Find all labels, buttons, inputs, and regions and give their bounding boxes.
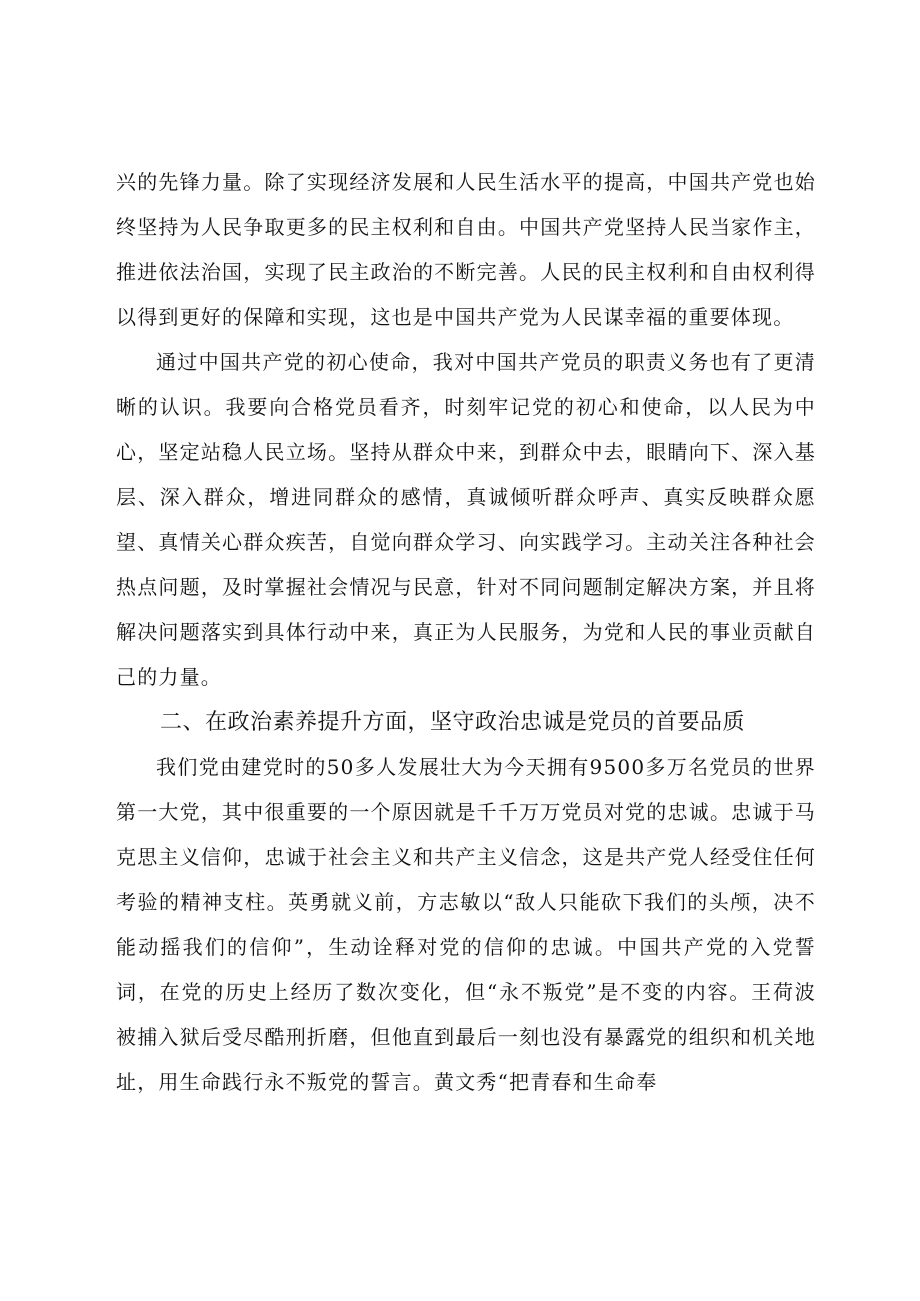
- paragraph-loyalty: 我们党由建党时的50多人发展壮大为今天拥有9500多万名党员的世界第一大党，其中很重要的一个原因就是千千万万党员对党的忠诚。忠诚于马克思主义信仰，忠诚于社会主义和共产主义信念，这是共产党人经受住任何考验的精神支柱。英勇就义前，方志敏以“敌人只能砍下我们的头颅，决不能动摇我们的信仰”，生动诠释对党的信仰的忠诚。中国共产党的入党誓词，在党的历史上经历了数次变化，但“永不叛党”是不变的内容。王荷波被捕入狱后受尽酷刑折磨，但他直到最后一刻也没有暴露党的组织和机关地址，用生命践行永不叛党的誓言。黄文秀“把青春和生命奉: [116, 755, 816, 1094]
- section-heading: 二、在政治素养提升方面，坚守政治忠诚是党员的首要品质: [160, 710, 746, 735]
- document-body: [116, 160, 816, 1105]
- paragraph-continued: 兴的先锋力量。除了实现经济发展和人民生活水平的提高，中国共产党也始终坚持为人民争取更多的民主权利和自由。中国共产党坚持人民当家作主，推进依法治国，实现了民主政治的不断完善。人民的民主权利和自由权利得以得到更好的保障和实现，这也是中国共产党为人民谋幸福的重要体现。: [116, 170, 816, 329]
- paragraph-mission: 通过中国共产党的初心使命，我对中国共产党员的职责义务也有了更清晰的认识。我要向合格党员看齐，时刻牢记党的初心和使命，以人民为中心，坚定站稳人民立场。坚持从群众中来，到群众中去，眼睛向下、深入基层、深入群众，增进同群众的感情，真诚倾听群众呼声、真实反映群众愿望、真情关心群众疾苦，自觉向群众学习、向实践学习。主动关注各种社会热点问题，及时掌握社会情况与民意，针对不同问题制定解决方案，并且将解决问题落实到具体行动中来，真正为人民服务，为党和人民的事业贡献自己的力量。: [116, 350, 816, 689]
